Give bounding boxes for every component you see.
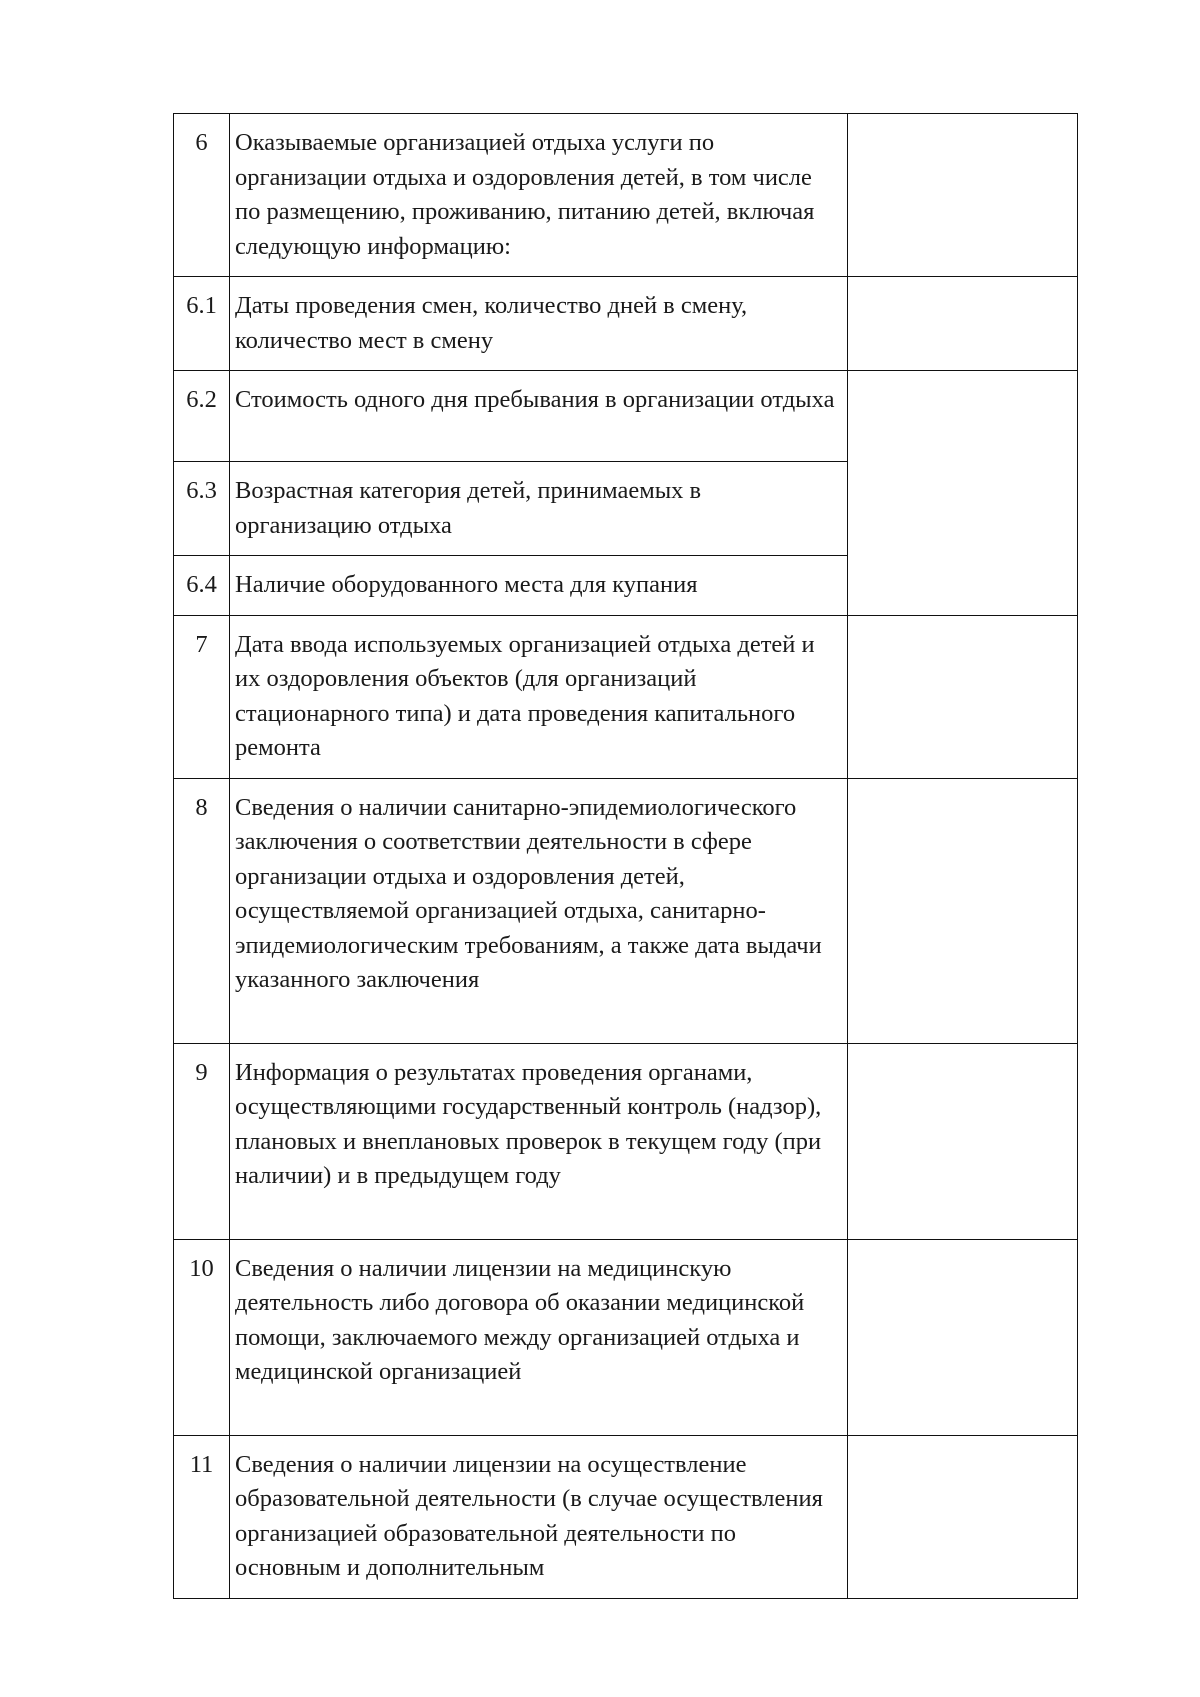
table-row xyxy=(174,1239,1078,1435)
row-number: 10 xyxy=(174,1239,230,1435)
row-number: 6.2 xyxy=(174,371,230,462)
value-cell xyxy=(848,1043,1078,1239)
value-cell xyxy=(848,1239,1078,1435)
row-number: 6 xyxy=(174,114,230,277)
table-row xyxy=(174,1043,1078,1239)
row-number: 6.1 xyxy=(174,277,230,371)
table-row xyxy=(174,615,1078,778)
row-number: 11 xyxy=(174,1435,230,1598)
value-cell-merged xyxy=(848,371,1078,616)
row-description: Сведения о наличии лицензии на осуществление образовательной деятельности (в случае осуществления организацией образовательной деятельности по основным и дополнительным xyxy=(230,1435,848,1598)
row-number: 8 xyxy=(174,778,230,1043)
row-description: Даты проведения смен, количество дней в смену, количество мест в смену xyxy=(230,277,848,371)
row-number: 9 xyxy=(174,1043,230,1239)
row-description: Возрастная категория детей, принимаемых в организацию отдыха xyxy=(230,462,848,556)
value-cell xyxy=(848,1435,1078,1598)
row-description: Сведения о наличии лицензии на медицинскую деятельность либо договора об оказании медицинской помощи, заключаемого между организацией отдыха и медицинской организацией xyxy=(230,1239,848,1435)
table-row xyxy=(174,114,1078,277)
row-description: Информация о результатах проведения органами, осуществляющими государственный контроль (надзор), плановых и внеплановых проверок в текущем году (при наличии) и в предыдущем году xyxy=(230,1043,848,1239)
row-description: Стоимость одного дня пребывания в организации отдыха xyxy=(230,371,848,462)
table-row xyxy=(174,371,1078,462)
row-description: Сведения о наличии санитарно-эпидемиологического заключения о соответствии деятельности в сфере организации отдыха и оздоровления детей, осуществляемой организацией отдыха, санитарно-эпидемиологическим требованиям, а также дата выдачи указанного заключения xyxy=(230,778,848,1043)
row-number: 7 xyxy=(174,615,230,778)
row-description: Наличие оборудованного места для купания xyxy=(230,556,848,616)
value-cell xyxy=(848,778,1078,1043)
row-number: 6.4 xyxy=(174,556,230,616)
row-number: 6.3 xyxy=(174,462,230,556)
value-cell xyxy=(848,277,1078,371)
table-row xyxy=(174,277,1078,371)
table-row xyxy=(174,1435,1078,1598)
value-cell xyxy=(848,615,1078,778)
row-description: Дата ввода используемых организацией отдыха детей и их оздоровления объектов (для организаций стационарного типа) и дата проведения капитального ремонта xyxy=(230,615,848,778)
info-table xyxy=(173,113,1078,1599)
value-cell xyxy=(848,114,1078,277)
table-row xyxy=(174,778,1078,1043)
row-description: Оказываемые организацией отдыха услуги по организации отдыха и оздоровления детей, в том числе по размещению, проживанию, питанию детей, включая следующую информацию: xyxy=(230,114,848,277)
